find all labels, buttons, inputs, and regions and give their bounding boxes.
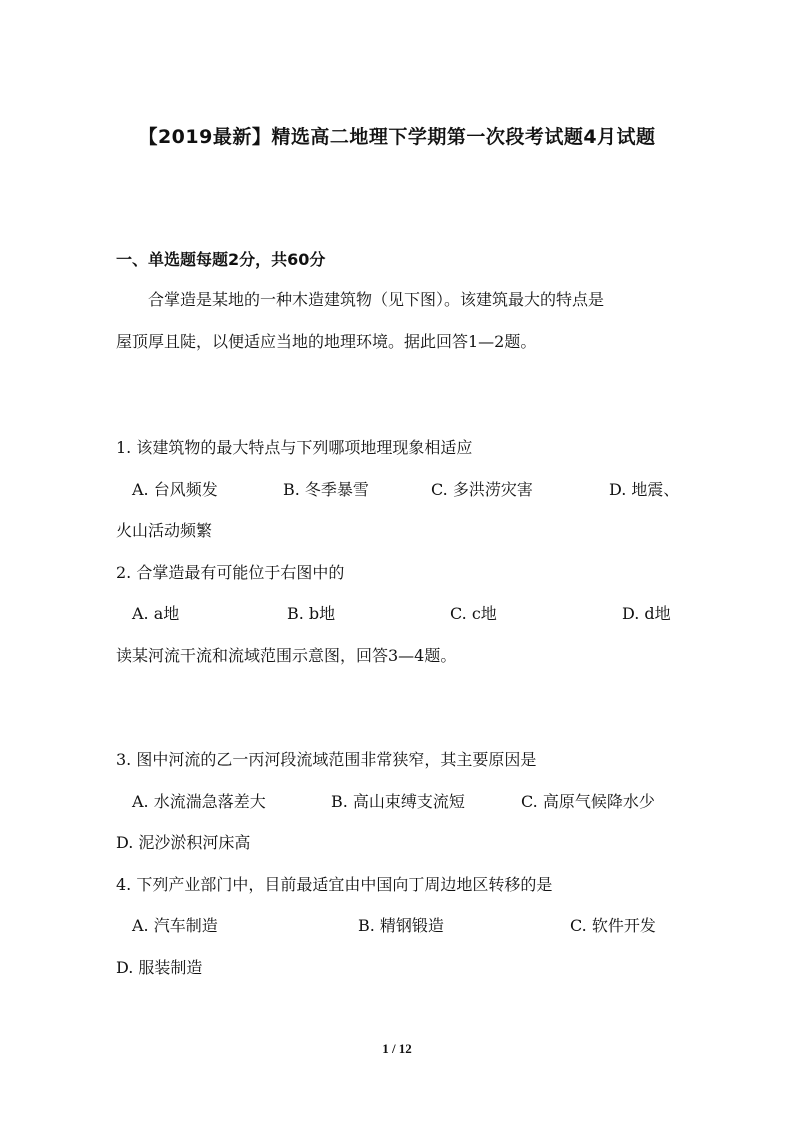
- question-1-option-d-continued: 火山活动频繁: [116, 521, 213, 540]
- document-title: 【2019最新】精选高二地理下学期第一次段考试题4月试题: [138, 126, 656, 148]
- question-1-option-d: D. 地震、: [609, 480, 680, 499]
- question-4-option-c: C. 软件开发: [570, 916, 656, 935]
- question-2-option-d: D. d地: [622, 604, 671, 623]
- question-2-option-a: A. a地: [132, 604, 180, 623]
- question-2-option-c: C. c地: [450, 604, 497, 623]
- question-4-option-a: A. 汽车制造: [132, 916, 218, 935]
- question-3-option-c: C. 高原气候降水少: [521, 792, 655, 811]
- question-3-stem: 3. 图中河流的乙一丙河段流域范围非常狭窄，其主要原因是: [116, 750, 537, 769]
- question-4-option-d: D. 服装制造: [116, 958, 203, 977]
- section-heading: 一、单选题每题2分，共60分: [116, 250, 326, 269]
- intro-paragraph-line-2: 屋顶厚且陡，以便适应当地的地理环境。据此回答1—2题。: [116, 332, 537, 351]
- question-4-stem: 4. 下列产业部门中，目前最适宜由中国向丁周边地区转移的是: [116, 875, 553, 894]
- question-1-stem: 1. 该建筑物的最大特点与下列哪项地理现象相适应: [116, 438, 473, 457]
- page-number: 1 / 12: [382, 1041, 412, 1056]
- question-1-option-b: B. 冬季暴雪: [283, 480, 369, 499]
- question-2-stem: 2. 合掌造最有可能位于右图中的: [116, 563, 345, 582]
- question-3-option-a: A. 水流湍急落差大: [132, 792, 266, 811]
- question-1-option-a: A. 台风频发: [132, 480, 218, 499]
- intro-paragraph-3: 读某河流干流和流域范围示意图，回答3—4题。: [116, 646, 457, 665]
- intro-paragraph-line-1: 合掌造是某地的一种木造建筑物（见下图）。该建筑最大的特点是: [148, 290, 605, 309]
- question-1-option-c: C. 多洪涝灾害: [431, 480, 533, 499]
- question-3-option-d: D. 泥沙淤积河床高: [116, 833, 251, 852]
- question-2-option-b: B. b地: [287, 604, 336, 623]
- question-3-option-b: B. 高山束缚支流短: [331, 792, 465, 811]
- question-4-option-b: B. 精钢锻造: [358, 916, 444, 935]
